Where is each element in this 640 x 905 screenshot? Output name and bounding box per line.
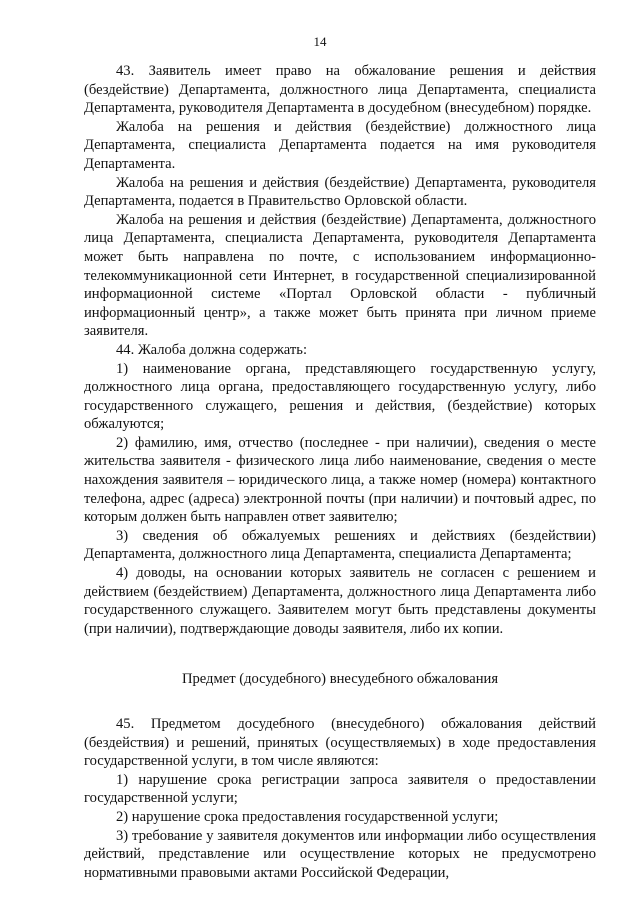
list-item-44-4: 4) доводы, на основании которых заявитель не согласен с решением и действием (бездействием) Департамента, должностного лица Департамента либо государственного служащего. Заявителем могут быть представлены документы (при наличии), подтверждающие доводы заявителя, либо их копии. xyxy=(84,565,596,637)
list-item-44-2: 2) фамилию, имя, отчество (последнее - при наличии), сведения о месте жительства заявителя - физического лица либо наименование, сведения о месте нахождения заявителя – юридического лица, а также номер (номера) контактного телефона, адрес (адреса) электронной почты (при наличии) и почтовый адрес, по которым должен быть направлен ответ заявителю; xyxy=(84,434,596,526)
page-number: 14 xyxy=(313,34,327,49)
document-body xyxy=(84,62,596,882)
paragraph-complaint-channels: Жалоба на решения и действия (бездействие) Департамента, должностного лица Департамента, специалиста Департамента, руководителя Департамента может быть направлена по почте, с использованием информационно-телекоммуникационной сети Интернет, в государственной специализированной информационной системе «Портал Орловской области - публичный информационный центр», а также может быть принята при личном приеме заявителя. xyxy=(84,211,596,340)
paragraph-43: 43. Заявитель имеет право на обжалование решения и действия (бездействие) Департамента, должностного лица Департамента, специалиста Департамента, руководителя Департамента в досудебном (внесудебном) порядке. xyxy=(84,63,596,117)
list-item-45-1: 1) нарушение срока регистрации запроса заявителя о предоставлении государственной услуги; xyxy=(84,771,596,807)
list-item-44-3: 3) сведения об обжалуемых решениях и действиях (бездействии) Департамента, должностного лица Департамента, специалиста Департамента; xyxy=(84,527,596,563)
list-item-45-3: 3) требование у заявителя документов или информации либо осуществления действий, представление или осуществление которых не предусмотрено нормативными правовыми актами Российской Федерации, xyxy=(84,827,596,881)
paragraph-45: 45. Предметом досудебного (внесудебного) обжалования действий (бездействия) и решений, принятых (осуществляемых) в ходе предоставления государственной услуги, в том числе являются: xyxy=(84,716,596,770)
paragraph-complaint-to-government: Жалоба на решения и действия (бездействие) Департамента, руководителя Департамента, подается в Правительство Орловской области. xyxy=(84,174,596,210)
paragraph-complaint-to-head: Жалоба на решения и действия (бездействие) должностного лица Департамента, специалиста Департамента подается на имя руководителя Департамента. xyxy=(84,118,596,172)
list-item-44-1: 1) наименование органа, представляющего государственную услугу, должностного лица органа, предоставляющего государственную услугу, либо государственного служащего, решения и действия, (бездействие) которых обжалуются; xyxy=(84,360,596,433)
list-item-45-2: 2) нарушение срока предоставления государственной услуги; xyxy=(116,808,499,825)
section-heading: Предмет (досудебного) внесудебного обжалования xyxy=(181,671,499,688)
paragraph-44: 44. Жалоба должна содержать: xyxy=(116,341,307,358)
